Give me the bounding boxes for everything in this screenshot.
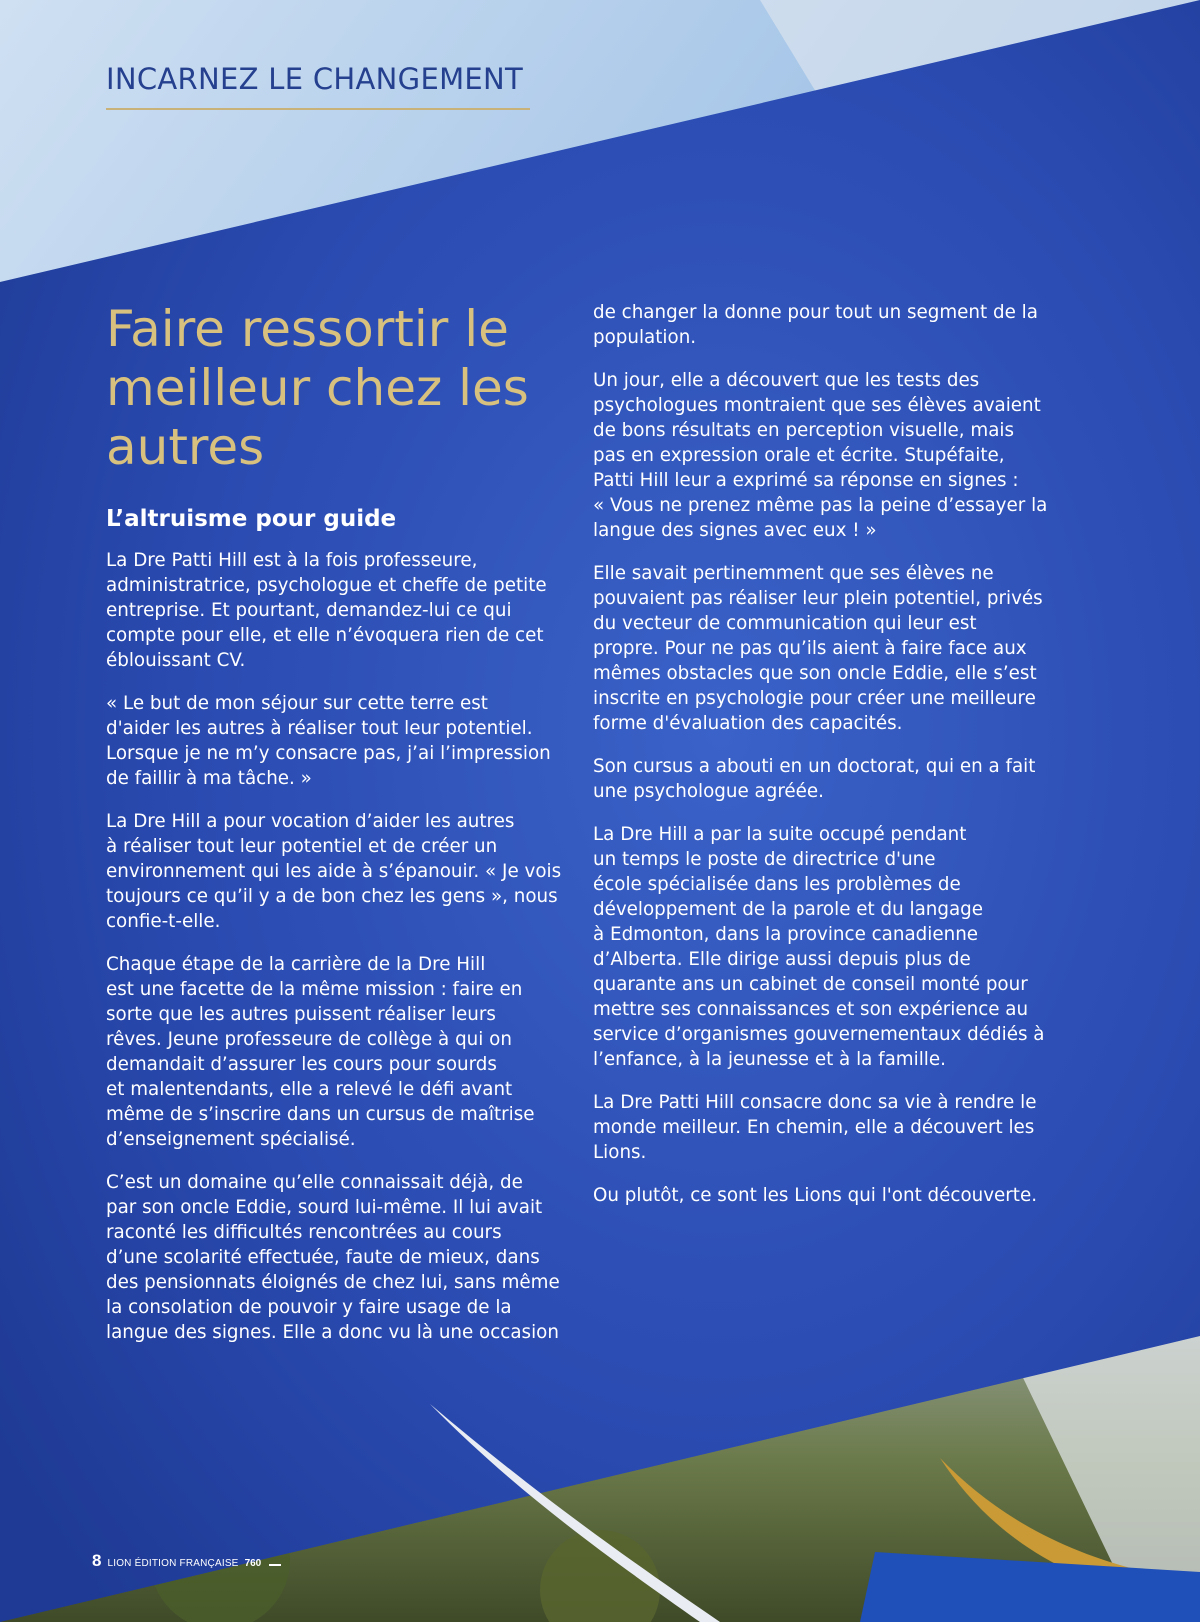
paragraph: La Dre Patti Hill consacre donc sa vie à rendre le monde meilleur. En chemin, elle a découvert les Lions. <box>593 1092 1037 1163</box>
article-left-column <box>106 300 566 1363</box>
footer-rule <box>269 1564 281 1566</box>
publication-name: LION ÉDITION FRANÇAISE <box>107 1558 239 1569</box>
paragraph: Son cursus a abouti en un doctorat, qui en a fait une psychologue agréée. <box>593 756 1036 802</box>
paragraph: Un jour, elle a découvert que les tests des psychologues montraient que ses élèves avaient de bons résultats en perception visuelle, mais pas en expression orale et écrite. Stupéfaite, Patti Hill leur a exprimé sa réponse en signes : « Vous ne prenez même pas la peine d’essayer la langue des signes avec eux ! » <box>593 370 1048 541</box>
article-right-column <box>593 300 1053 1226</box>
paragraph: de changer la donne pour tout un segment de la population. <box>593 302 1038 348</box>
page-number: 8 <box>92 1551 102 1570</box>
paragraph: La Dre Patti Hill est à la fois professeure, administratrice, psychologue et cheffe de petite entreprise. Et pourtant, demandez-lui ce qui compte pour elle, et elle n’évoquera rien de cet éblouissant CV. <box>106 550 547 671</box>
article-title: Faire ressortir le meilleur chez les autres <box>106 300 529 476</box>
section-header <box>106 62 530 110</box>
paragraph: Ou plutôt, ce sont les Lions qui l'ont découverte. <box>593 1185 1038 1206</box>
paragraph: Elle savait pertinemment que ses élèves ne pouvaient pas réaliser leur plein potentiel, privés du vecteur de communication qui leur est propre. Pour ne pas qu’ils aient à faire face aux mêmes obstacles que son oncle Eddie, elle s’est inscrite en psychologie pour créer une meilleure forme d'évaluation des capacités. <box>593 563 1043 734</box>
paragraph: La Dre Hill a par la suite occupé pendant un temps le poste de directrice d'une école spécialisée dans les problèmes de développement de la parole et du langage à Edmonton, dans la province canadienne d’Alberta. Elle dirige aussi depuis plus de quarante ans un cabinet de conseil monté pour mettre ses connaissances et son expérience au service d’organismes gouvernementaux dédiés à l’enfance, à la jeunesse et à la famille. <box>593 824 1045 1070</box>
page-footer <box>92 1551 281 1571</box>
issue-number: 760 <box>244 1558 262 1569</box>
paragraph: La Dre Hill a pour vocation d’aider les autres à réaliser tout leur potentiel et de créer un environnement qui les aide à s’épanouir. « Je vois toujours ce qu’il y a de bon chez les gens », nous confie-t-elle. <box>106 811 562 932</box>
paragraph: « Le but de mon séjour sur cette terre est d'aider les autres à réaliser tout leur potentiel. Lorsque je ne m’y consacre pas, j’ai l’impression de faillir à ma tâche. » <box>106 693 551 789</box>
section-header-label: INCARNEZ LE CHANGEMENT <box>106 62 524 96</box>
article-subtitle: L’altruisme pour guide <box>106 506 397 532</box>
paragraph: C’est un domaine qu’elle connaissait déjà, de par son oncle Eddie, sourd lui-même. Il lui avait raconté les difficultés rencontrées au cours d’une scolarité effectuée, faute de mieux, dans des pensionnats éloignés de chez lui, sans même la consolation de pouvoir y faire usage de la langue des signes. Elle a donc vu là une occasion <box>106 1172 560 1343</box>
paragraph: Chaque étape de la carrière de la Dre Hill est une facette de la même mission : faire en sorte que les autres puissent réaliser leurs rêves. Jeune professeure de collège à qui on demandait d’assurer les cours pour sourds et malentendants, elle a relevé le défi avant même de s’inscrire dans un cursus de maîtrise d’enseignement spécialisé. <box>106 954 535 1150</box>
